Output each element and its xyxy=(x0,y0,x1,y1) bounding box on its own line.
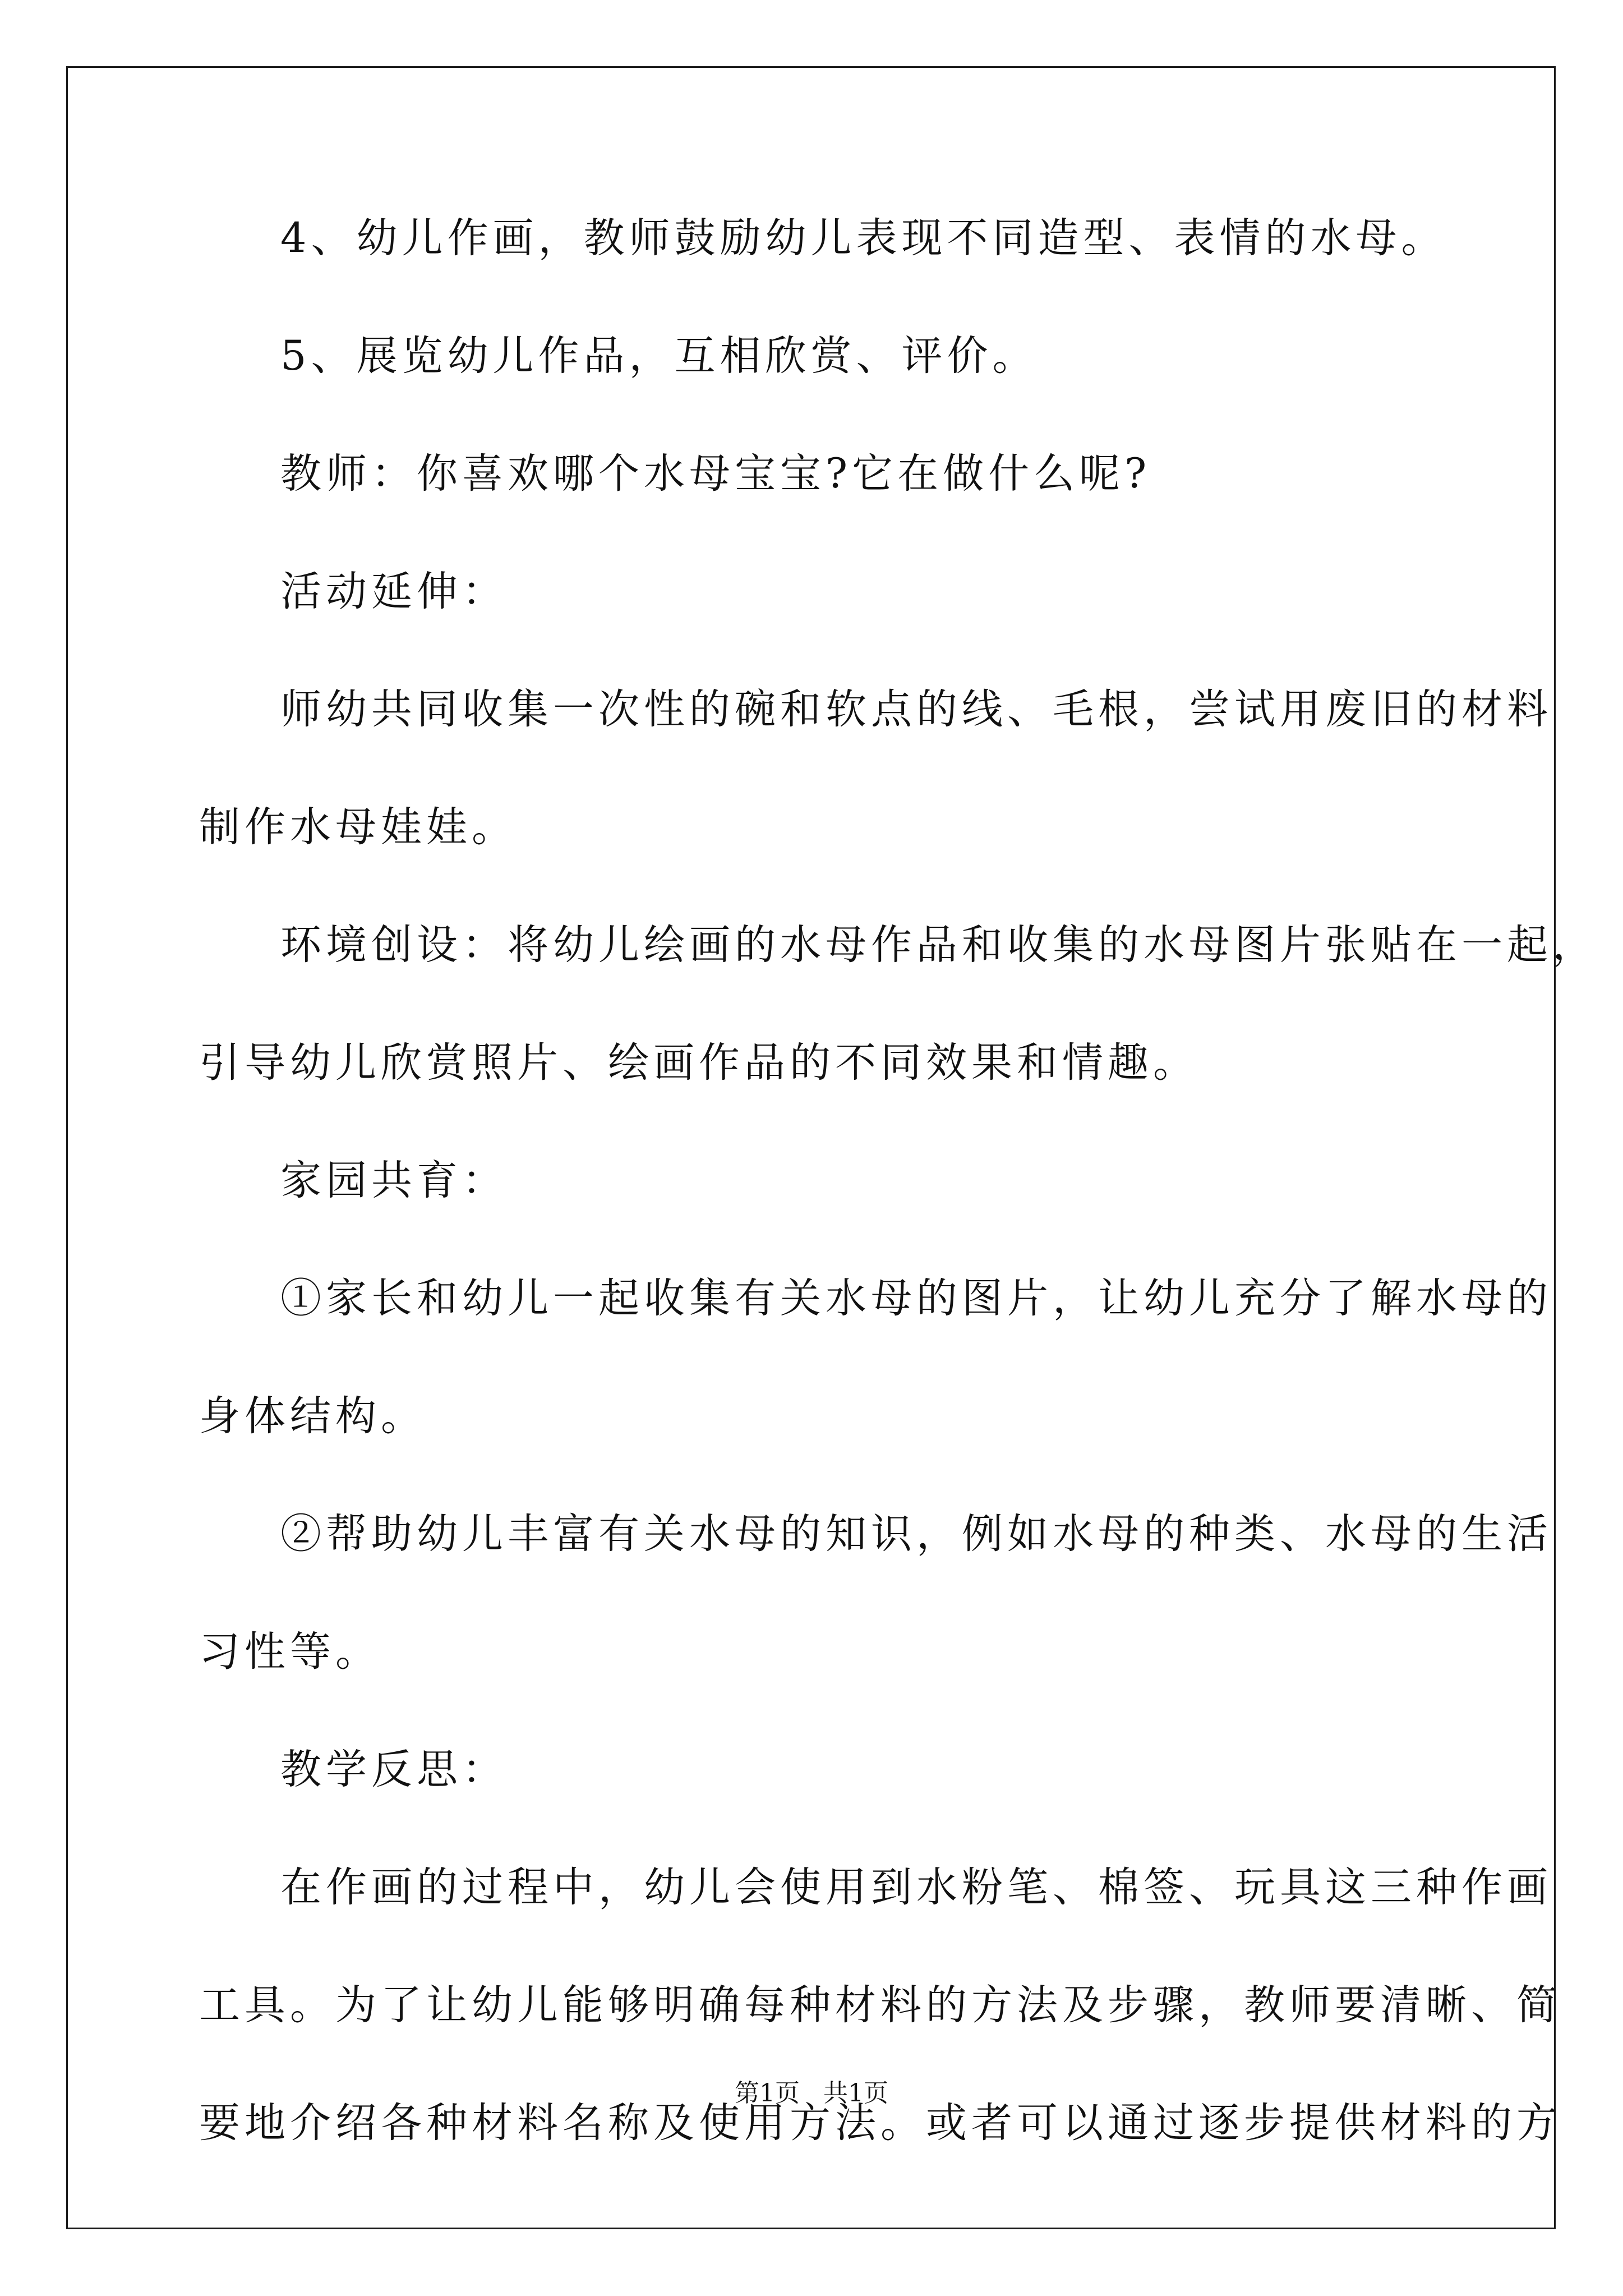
paragraph-extension-line-1: 师幼共同收集一次性的碗和软点的线、毛根，尝试用废旧的材料 xyxy=(280,685,1552,733)
paragraph-step-5: 5、展览幼儿作品，互相欣赏、评价。 xyxy=(280,332,1038,380)
paragraph-step-4: 4、幼儿作画，教师鼓励幼儿表现不同造型、表情的水母。 xyxy=(280,214,1447,262)
paragraph-home-1-line-2: 身体结构。 xyxy=(199,1392,426,1440)
page-footer: 第1页 共1页 xyxy=(735,2079,888,2108)
paragraph-teacher-question: 教师：你喜欢哪个水母宝宝?它在做什么呢? xyxy=(280,450,1151,498)
paragraph-extension-line-2: 制作水母娃娃。 xyxy=(199,803,517,851)
heading-activity-extension: 活动延伸： xyxy=(280,568,508,615)
paragraph-reflection-line-2: 工具。为了让幼儿能够明确每种材料的方法及步骤，教师要清晰、简 xyxy=(199,1981,1562,2029)
paragraph-home-2-line-2: 习性等。 xyxy=(199,1628,381,1676)
heading-home-school: 家园共育： xyxy=(280,1157,508,1204)
paragraph-environment-line-1: 环境创设：将幼儿绘画的水母作品和收集的水母图片张贴在一起， xyxy=(280,921,1598,969)
paragraph-environment-line-2: 引导幼儿欣赏照片、绘画作品的不同效果和情趣。 xyxy=(199,1039,1198,1087)
paragraph-reflection-line-1: 在作画的过程中，幼儿会使用到水粉笔、棉签、玩具这三种作画 xyxy=(280,1864,1552,1911)
paragraph-home-1-line-1: ①家长和幼儿一起收集有关水母的图片，让幼儿充分了解水母的 xyxy=(280,1274,1552,1322)
paragraph-reflection-line-3: 要地介绍各种材料名称及使用方法。或者可以通过逐步提供材料的方 xyxy=(199,2099,1562,2147)
paragraph-home-2-line-1: ②帮助幼儿丰富有关水母的知识，例如水母的种类、水母的生活 xyxy=(280,1510,1552,1558)
heading-teaching-reflection: 教学反思： xyxy=(280,1746,508,1793)
